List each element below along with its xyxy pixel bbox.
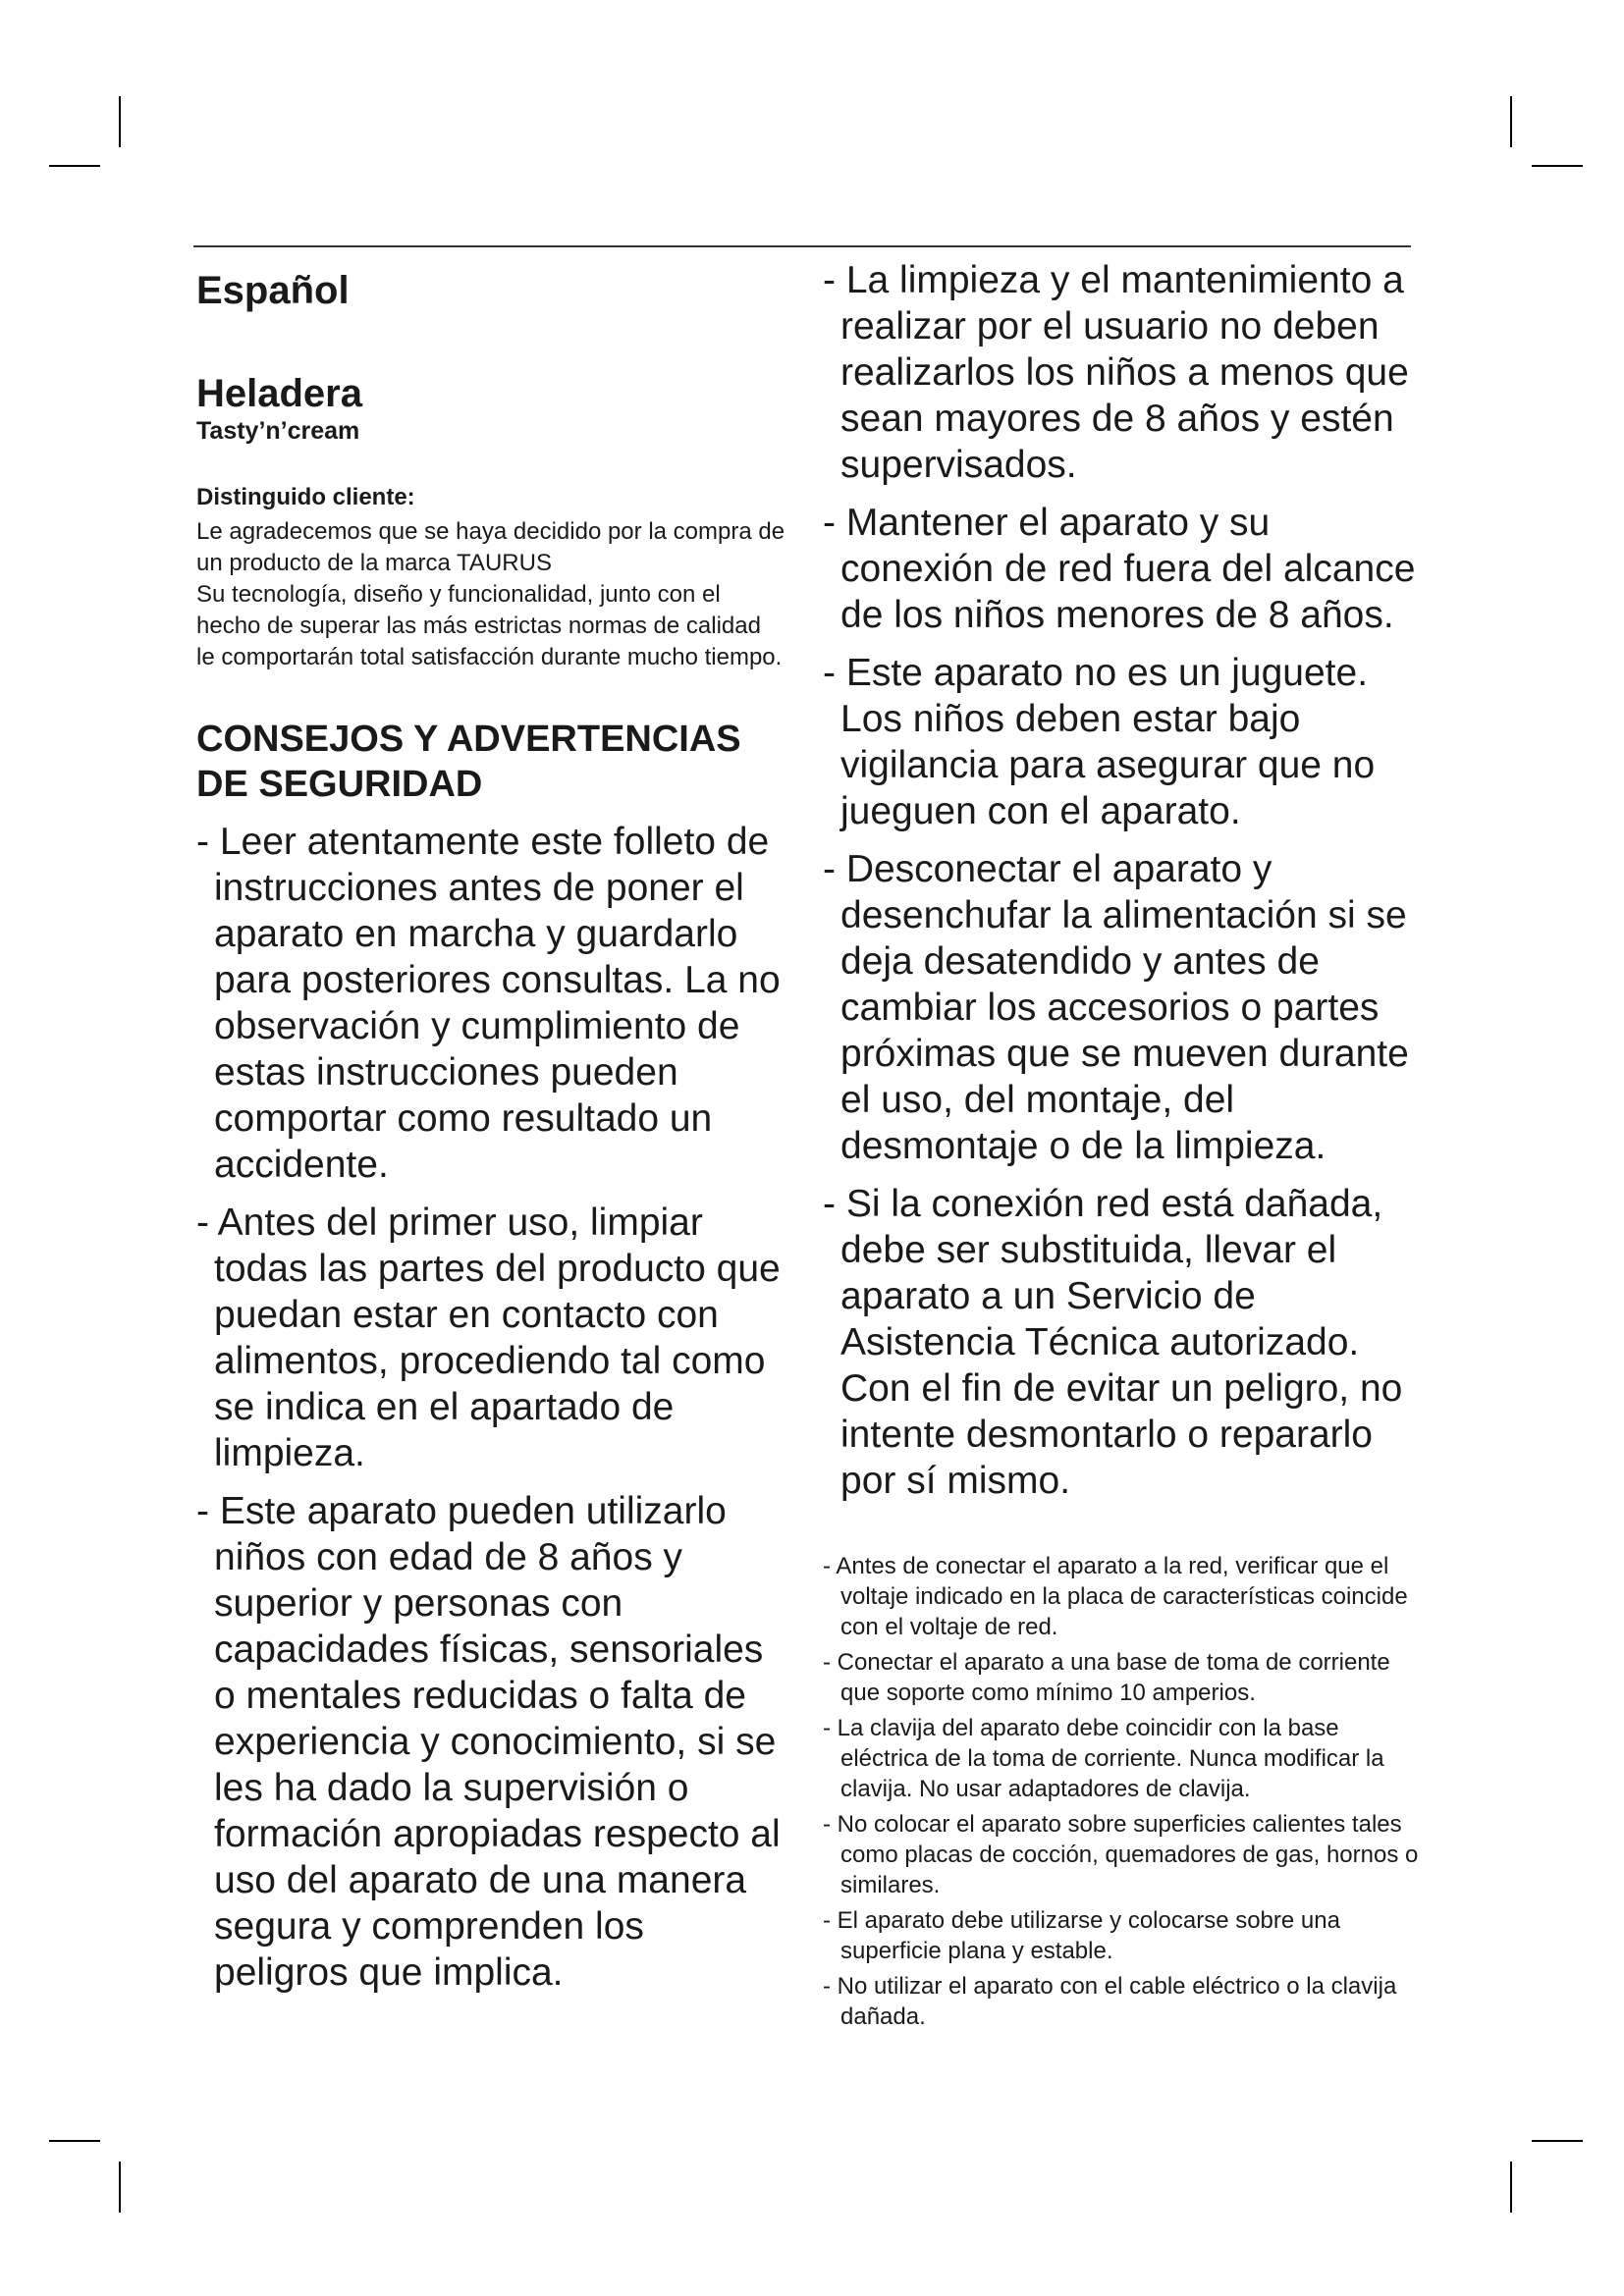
safety-item: - Si la conexión red está dañada, debe ser substituida, llevar el aparato a un Servicio de Asistencia Técnica autorizado. Con el fin de evitar un peligro, no intente desmontarlo o repararlo por sí mismo. <box>823 1183 1403 1502</box>
safety-item: - Leer atentamente este folleto de instrucciones antes de poner el aparato en marcha y guardarlo para posteriores consultas. La no observación y cumplimiento de estas instrucciones pueden comportar como resultado un accidente. <box>196 821 781 1186</box>
product-title: Heladera <box>196 372 362 415</box>
model-name: Tasty’n’cream <box>196 417 360 445</box>
left-column <box>196 257 785 2007</box>
safety-item: - Este aparato pueden utilizarlo niños con edad de 8 años y superior y personas con capacidades físicas, sensoriales o mentales reducidas o falta de experiencia y conocimiento, si se les ha dado la supervisión o formación apropiadas respecto al uso del aparato de una manera segura y comprenden los peligros que implica. <box>196 1490 781 1994</box>
greeting: Distinguido cliente: <box>196 484 415 510</box>
right-column <box>823 257 1424 2037</box>
crop-mark-bottom-right-horizontal <box>1532 2140 1583 2142</box>
electrical-safety-item: - Antes de conectar el aparato a la red, verificar que el voltaje indicado en la placa de características coincide con el voltaje de red. <box>823 1553 1408 1640</box>
safety-list-right <box>823 257 1424 1504</box>
safety-item: - Antes del primer uso, limpiar todas las partes del producto que puedan estar en contacto con alimentos, procediendo tal como se indica en el apartado de limpieza. <box>196 1201 781 1474</box>
electrical-safety-item: - El aparato debe utilizarse y colocarse sobre una superficie plana y estable. <box>823 1907 1340 1964</box>
language-heading: Español <box>196 269 350 312</box>
safety-item: - Este aparato no es un juguete. Los niños deben estar bajo vigilancia para asegurar que no jueguen con el aparato. <box>823 652 1376 832</box>
crop-mark-bottom-left-horizontal <box>49 2140 100 2142</box>
crop-mark-top-left-vertical <box>119 96 121 147</box>
safety-item: - Desconectar el aparato y desenchufar la alimentación si se deja desatendido y antes de cambiar los accesorios o partes próximas que se mueven durante el uso, del montaje, del desmontaje o de la limpieza. <box>823 848 1409 1167</box>
crop-mark-bottom-left-vertical <box>119 2162 121 2213</box>
electrical-safety-list <box>823 1551 1424 2032</box>
electrical-safety-item: - Conectar el aparato a una base de toma de corriente que soporte como mínimo 10 amperios. <box>823 1649 1390 1706</box>
electrical-safety-item: - La clavija del aparato debe coincidir con la base eléctrica de la toma de corriente. Nunca modificar la clavija. No usar adaptadores de clavija. <box>823 1715 1384 1802</box>
header-rule <box>193 245 1411 247</box>
safety-section-title: CONSEJOS Y ADVERTENCIAS DE SEGURIDAD <box>196 719 741 805</box>
crop-mark-top-right-vertical <box>1510 96 1512 147</box>
safety-list-left <box>196 819 785 1996</box>
intro-text <box>196 516 785 673</box>
intro-paragraph-1: Le agradecemos que se haya decidido por la compra de un producto de la marca TAURUS <box>196 518 785 576</box>
electrical-safety-item: - No colocar el aparato sobre superficies calientes tales como placas de cocción, quemadores de gas, hornos o similares. <box>823 1811 1419 1898</box>
electrical-safety-item: - No utilizar el aparato con el cable eléctrico o la clavija dañada. <box>823 1973 1397 2030</box>
crop-mark-top-left-horizontal <box>49 165 100 167</box>
crop-mark-bottom-right-vertical <box>1510 2162 1512 2213</box>
safety-item: - Mantener el aparato y su conexión de red fuera del alcance de los niños menores de 8 años. <box>823 502 1416 636</box>
safety-item: - La limpieza y el mantenimiento a realizar por el usuario no deben realizarlos los niños a menos que sean mayores de 8 años y estén supervisados. <box>823 259 1409 486</box>
intro-paragraph-2: Su tecnología, diseño y funcionalidad, junto con el hecho de superar las más estrictas normas de calidad le comportarán total satisfacción durante mucho tiempo. <box>196 581 783 670</box>
crop-mark-top-right-horizontal <box>1532 165 1583 167</box>
